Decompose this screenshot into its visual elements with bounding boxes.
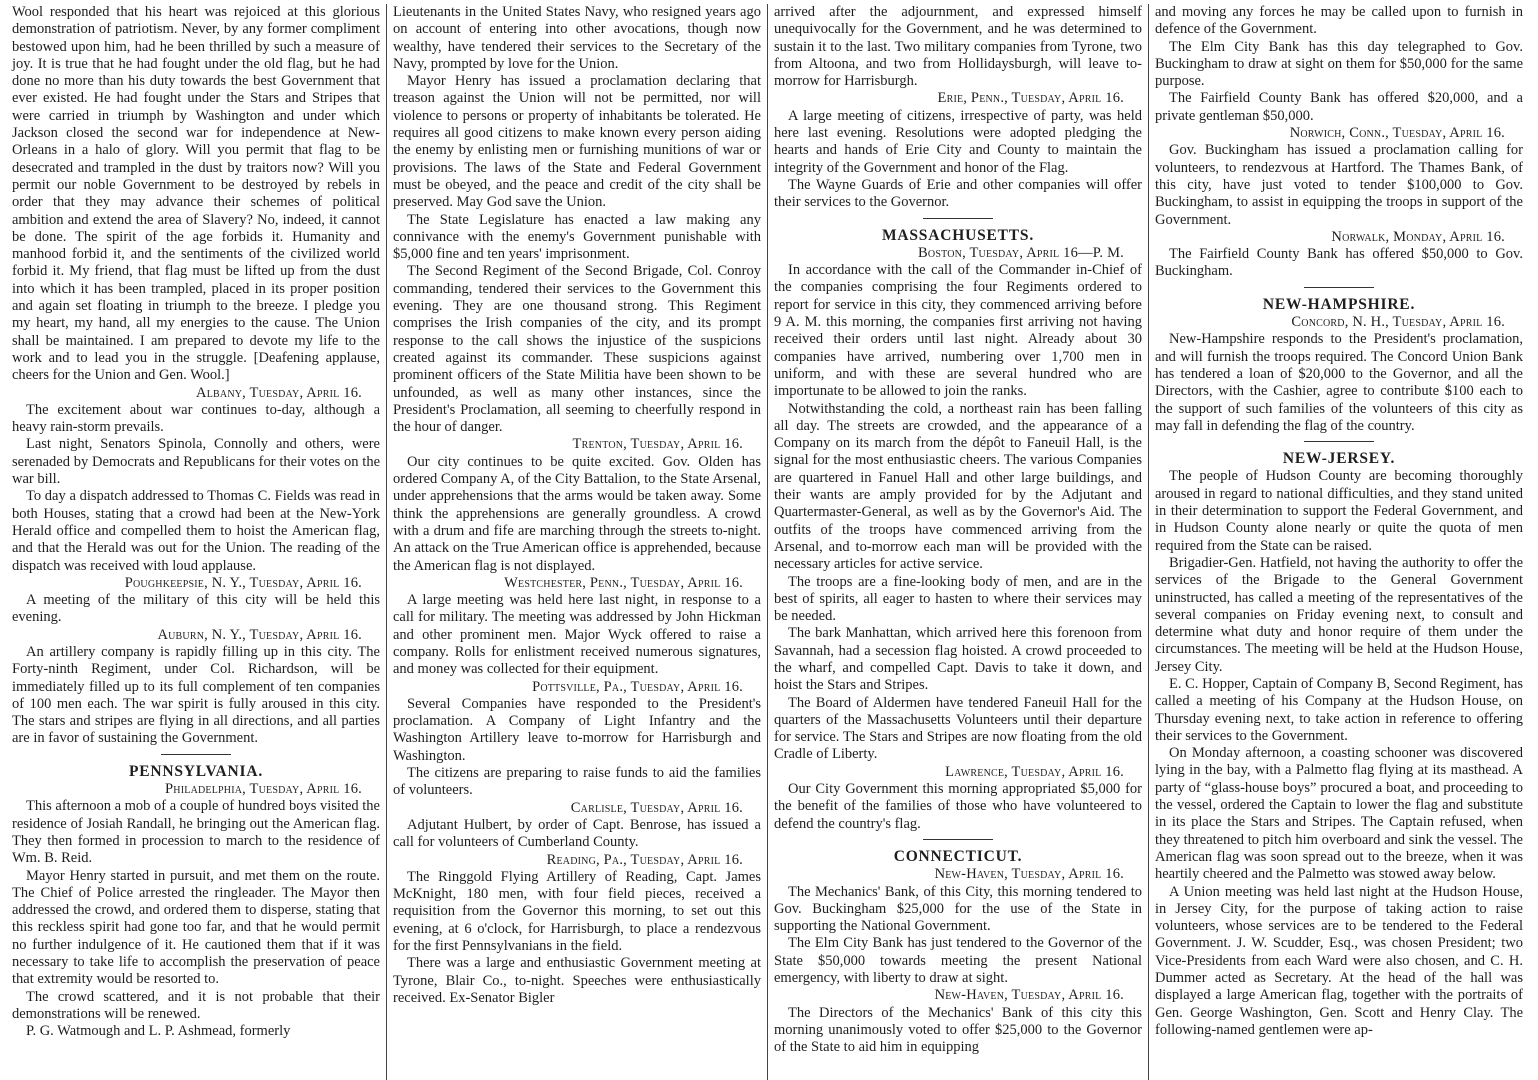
dateline: Concord, N. H., Tuesday, April 16. [1291,314,1505,331]
article-paragraph: An artillery company is rapidly filling up in this city. The Forty-ninth Regiment, under Col. Richardson, will be immediately filled up to its full complement of ten companies of 100 men each. The war spirit is fully aroused in this city. The stars and stripes are flying in all directions, and all parties are in favor of sustaining the Government. [12,643,380,747]
article-paragraph: The people of Hudson County are becoming thoroughly aroused in regard to national difficulties, and they stand united in their determination to support the Federal Government, and in Hudson County alone nearly or quite the quota of men required from the State can be raised. [1155,468,1523,554]
article-paragraph: The Fairfield County Bank has offered $20,000, and a private gentleman $50,000. [1155,90,1523,124]
article-paragraph: arrived after the adjournment, and expressed himself unequivocally for the Government, and he was determined to sustain it to the last. Two military companies from Tyrone, two from Altoona, and two from Hollidaysburgh, will leave to-morrow for Harrisburgh. [774,4,1142,90]
article-paragraph: Several Companies have responded to the President's proclamation. A Company of Light Infantry and the Washington Artillery leave to-morrow for Harrisburgh and Washington. [393,695,761,764]
heading-rule [923,839,993,840]
article-paragraph: P. G. Watmough and L. P. Ashmead, formerly [26,1023,291,1040]
article-paragraph: A large meeting of citizens, irrespective of party, was held here last evening. Resolutions were adopted pledging the hearts and hands of Erie City and County to maintain the integrity of the Government and honor of the Flag. [774,107,1142,176]
article-paragraph: The Directors of the Mechanics' Bank of this city this morning unanimously voted to offer $25,000 to the Governor of the State to aid him in equipping [774,1004,1142,1056]
dateline: New-Haven, Tuesday, April 16. [934,866,1124,883]
article-paragraph: The State Legislature has enacted a law making any connivance with the enemy's Government punishable with $5,000 fine and ten years' imprisonment. [393,211,761,263]
section-heading: NEW-HAMPSHIRE. [1262,295,1416,313]
section-heading: MASSACHUSETTS. [881,226,1035,244]
dateline: Trenton, Tuesday, April 16. [572,436,743,453]
section-heading: CONNECTICUT. [893,847,1023,865]
dateline: Norwich, Conn., Tuesday, April 16. [1289,125,1505,142]
article-paragraph: E. C. Hopper, Captain of Company B, Second Regiment, has called a meeting of his Company at the Hudson House, on Thursday evening next, to take action in reference to offering their services to the Government. [1155,675,1523,744]
dateline: Carlisle, Tuesday, April 16. [570,799,743,816]
article-paragraph: The Board of Aldermen have tendered Faneuil Hall for the quarters of the Massachusetts Volunteers until their departure for service. The Stars and Stripes are now floating from the old Cradle of Liberty. [774,694,1142,763]
column-1 [6,4,386,1080]
article-paragraph: The bark Manhattan, which arrived here this forenoon from Savannah, had a secession flag hoisted. A crowd proceeded to the wharf, and compelled Capt. Davis to take it down, and hoist the Stars and Stripes. [774,625,1142,694]
article-paragraph: The Fairfield County Bank has offered $50,000 to Gov. Buckingham. [1155,246,1523,280]
article-paragraph: To day a dispatch addressed to Thomas C. Fields was read in both Houses, stating that a crowd had been at the New-York Herald office and compelled them to hoist the American flag, and that the Herald was out for the Union. The reading of the dispatch was received with loud applause. [12,488,380,574]
article-paragraph: The Second Regiment of the Second Brigade, Col. Conroy commanding, tendered their services to the Government this evening. They are one thousand strong. This Regiment comprises the Irish companies of the city, and its prompt response to the call shows the injustice of the suspicions created against its commander. These suspicions against prominent officers of the State Militia have been shown to be unfounded, as well as many other instances, since the President's Proclamation, all seeming to cheerfully respond in the hour of danger. [393,263,761,436]
heading-rule [923,218,993,219]
dateline: Albany, Tuesday, April 16. [196,384,362,401]
column-3 [768,4,1148,1080]
heading-rule [161,754,231,755]
article-paragraph: In accordance with the call of the Commander in-Chief of the companies comprising the four Regiments ordered to report for service in this city, they commenced arriving before 9 A. M. this morning, the companies first arriving not having received their orders until last night. Already about 30 companies have arrived, numbering over 1,700 men in uniform, and with these are several hundred who are importunate to be allowed to join the ranks. [774,262,1142,400]
dateline: Erie, Penn., Tuesday, April 16. [937,90,1124,107]
dateline: Pottsville, Pa., Tuesday, April 16. [532,678,743,695]
article-paragraph: The excitement about war continues to-day, although a heavy rain-storm prevails. [12,401,380,436]
article-paragraph: Adjutant Hulbert, by order of Capt. Benrose, has issued a call for volunteers of Cumberland County. [393,816,761,851]
article-paragraph: On Monday afternoon, a coasting schooner was discovered lying in the bay, with a Palmetto flag flying at its masthead. A party of “glass-house boys” procured a boat, and proceeding to the vessel, ordered the Captain to lower the flag and substitute in its place the Stars and Stripes. The Captain refused, when they threatened to pitch him overboard and sink the vessel. The American flag was soon spread out to the breeze, when it was heartily cheered and the Palmetto was stowed away below. [1155,745,1523,883]
heading-rule [1304,287,1374,288]
column-2 [387,4,767,1080]
article-paragraph: The Mechanics' Bank, of this City, this morning tendered to Gov. Buckingham $25,000 for the use of the State in supporting the National Government. [774,883,1142,935]
dateline: Lawrence, Tuesday, April 16. [945,763,1124,780]
article-paragraph: The Elm City Bank has this day telegraphed to Gov. Buckingham to draw at sight on them for $50,000 for the same purpose. [1155,38,1523,90]
section-heading: PENNSYLVANIA. [128,762,263,780]
article-paragraph: The citizens are preparing to raise funds to aid the families of volunteers. [393,765,761,799]
article-paragraph: Mayor Henry has issued a proclamation declaring that treason against the Union will not be permitted, nor will violence to persons or property of inhabitants be tolerated. He requires all good citizens to make known every person aiding the enemy by enlisting men or furnishing munitions of war or provisions. The laws of the State and Federal Government must be obeyed, and the peace and credit of the city shall be preserved. May God save the Union. [393,73,761,211]
article-paragraph: A meeting of the military of this city will be held this evening. [12,592,380,626]
article-paragraph: The Elm City Bank has just tendered to the Governor of the State $50,000 towards meeting the present National emergency, with liberty to draw at sight. [774,935,1142,987]
article-paragraph: A large meeting was held here last night, in response to a call for military. The meeting was addressed by John Hickman and other prominent men. Major Wyck offered to raise a company. Rolls for enlistment received numerous signatures, and money was collected for their equipment. [393,592,761,678]
dateline: New-Haven, Tuesday, April 16. [934,987,1124,1004]
article-paragraph: The Ringgold Flying Artillery of Reading, Capt. James McKnight, 180 men, with four field pieces, received a requisition from the Governor this morning, to set out this evening, at 6 o'clock, for Harrisburgh, to place a rendezvous for the first Pennsylvanians in the field. [393,868,761,955]
article-paragraph: Last night, Senators Spinola, Connolly and others, were serenaded by Democrats and Republicans for their votes on the war bill. [12,436,380,488]
article-paragraph: This afternoon a mob of a couple of hundred boys visited the residence of Josiah Randall, he bringing out the American flag. They then formed in procession to march to the residence of Wm. B. Reid. [12,798,380,867]
article-paragraph: Mayor Henry started in pursuit, and met them on the route. The Chief of Police arrested the ringleader. The Mayor then addressed the crowd, and ordered them to disperse, stating that this reckless spirit had gone too far, and that he would permit no further indulgence of it. He cautioned them that if it was necessary to take life to accomplish the preservation of peace that extremity would be resorted to. [12,867,380,988]
dateline: Norwalk, Monday, April 16. [1331,228,1505,245]
article-paragraph: Our City Government this morning appropriated $5,000 for the benefit of the families of those who have volunteered to defend the country's flag. [774,781,1142,832]
dateline: Philadelphia, Tuesday, April 16. [165,781,362,798]
article-paragraph: and moving any forces he may be called upon to furnish in defence of the Government. [1155,4,1523,38]
dateline: Boston, Tuesday, April 16—P. M. [918,244,1124,261]
article-paragraph: The crowd scattered, and it is not probable that their demonstrations will be renewed. [12,988,380,1022]
article-paragraph: Wool responded that his heart was rejoiced at this glorious demonstration of patriotism. Never, by any former compliment bestowed upon him, had he been thrilled by such a measure of joy. It is true that he had fought under the old flag, but he had done no more than his duty towards the best Government that ever existed. He had fought under the Stars and Stripes that were carried in triumph by Washington and under which Jackson closed the second war for independence at New-Orleans in a halo of glory. Will you permit that flag to be desecrated and trampled in the dust by traitors now? Will you permit our noble Government to be destroyed by rebels in order that they may advance their schemes of political ambition and extend the area of Slavery? No, indeed, it cannot be done. The spirit of the age forbids it. Humanity and manhood forbid it, and the sentiments of the civilized world forbid it. My friend, that flag must be lifted up from the dust into which it has been trampled, placed in its proper position and again set floating in triumph to the breeze. I pledge you my heart, my hand, all my energies to the cause. The Union shall be maintained. I am prepared to devote my life to the work and to lead you in the struggle. [Deafening applause, cheers for the Union and Gen. Wool.] [12,4,380,384]
article-paragraph: Notwithstanding the cold, a northeast rain has been falling all day. The streets are crowded, and the appearance of a Company on its march from the dépôt to Faneuil Hall, is the signal for the most enthusiastic cheers. The various Companies are quartered in Fanuel Hall and other large buildings, and their wants are amply provided for by the Adjutant and Quartermaster-General, as well as by the Governor's Aid. The outfits of the troops have commenced arriving from the Arsenal, and to-morrow each man will be provided with the necessary articles for active service. [774,400,1142,573]
article-paragraph: New-Hampshire responds to the President's proclamation, and will furnish the troops required. The Concord Union Bank has tendered a loan of $20,000 to the Governor, and all the Directors, with the Cashier, agree to contribute $100 each to the support of such families of the volunteers of this city as may fall in defending the flag of the country. [1155,331,1523,434]
section-heading: NEW-JERSEY. [1282,450,1396,468]
article-paragraph: Our city continues to be quite excited. Gov. Olden has ordered Company A, of the City Battalion, to the State Arsenal, under apprehensions that the arms would be taken away. Some think the apprehensions are generally groundless. A crowd with a drum and fife are marching through the streets to-night. An attack on the True American office is apprehended, because the American flag is not displayed. [393,453,761,574]
column-4 [1149,4,1529,1080]
article-paragraph: There was a large and enthusiastic Government meeting at Tyrone, Blair Co., to-night. Speeches were enthusiastically received. Ex-Senator Bigler [393,955,761,1006]
article-paragraph: Brigadier-Gen. Hatfield, not having the authority to offer the services of the Brigade to the General Government uninstructed, has called a meeting of the representatives of the several companies on Friday evening next, to consult and determine what duty and honor require of them under the circumstances. The meeting will be held at the Hudson House, Jersey City. [1155,554,1523,675]
dateline: Poughkeepsie, N. Y., Tuesday, April 16. [124,574,362,591]
article-paragraph: The Wayne Guards of Erie and other companies will offer their services to the Governor. [774,176,1142,211]
dateline: Auburn, N. Y., Tuesday, April 16. [157,626,362,643]
dateline: Westchester, Penn., Tuesday, April 16. [504,574,743,591]
dateline: Reading, Pa., Tuesday, April 16. [546,851,743,868]
heading-rule [1304,441,1374,442]
article-paragraph: A Union meeting was held last night at the Hudson House, in Jersey City, for the purpose of taking action to raise volunteers, whose services are to be tendered to the Federal Government. J. W. Scudder, Esq., was chosen President; two Vice-Presidents from each Ward were also chosen, and C. H. Dummer acted as Secretary. At the head of the hall was displayed a large American flag, together with the portraits of Gen. George Washington, Gen. Scott and Henry Clay. The following-named gentlemen were ap- [1155,883,1523,1038]
article-paragraph: Gov. Buckingham has issued a proclamation calling for volunteers, to rendezvous at Hartford. The Thames Bank, of this city, have just voted to tender $100,000 to Gov. Buckingham, to assist in equipping the troops in support of the Government. [1155,142,1523,228]
article-paragraph: Lieutenants in the United States Navy, who resigned years ago on account of entering into other avocations, though now wealthy, have tendered their services to the Secretary of the Navy, prompted by love for the Union. [393,4,761,72]
article-paragraph: The troops are a fine-looking body of men, and are in the best of spirits, all eager to hasten to where their services may be needed. [774,573,1142,625]
